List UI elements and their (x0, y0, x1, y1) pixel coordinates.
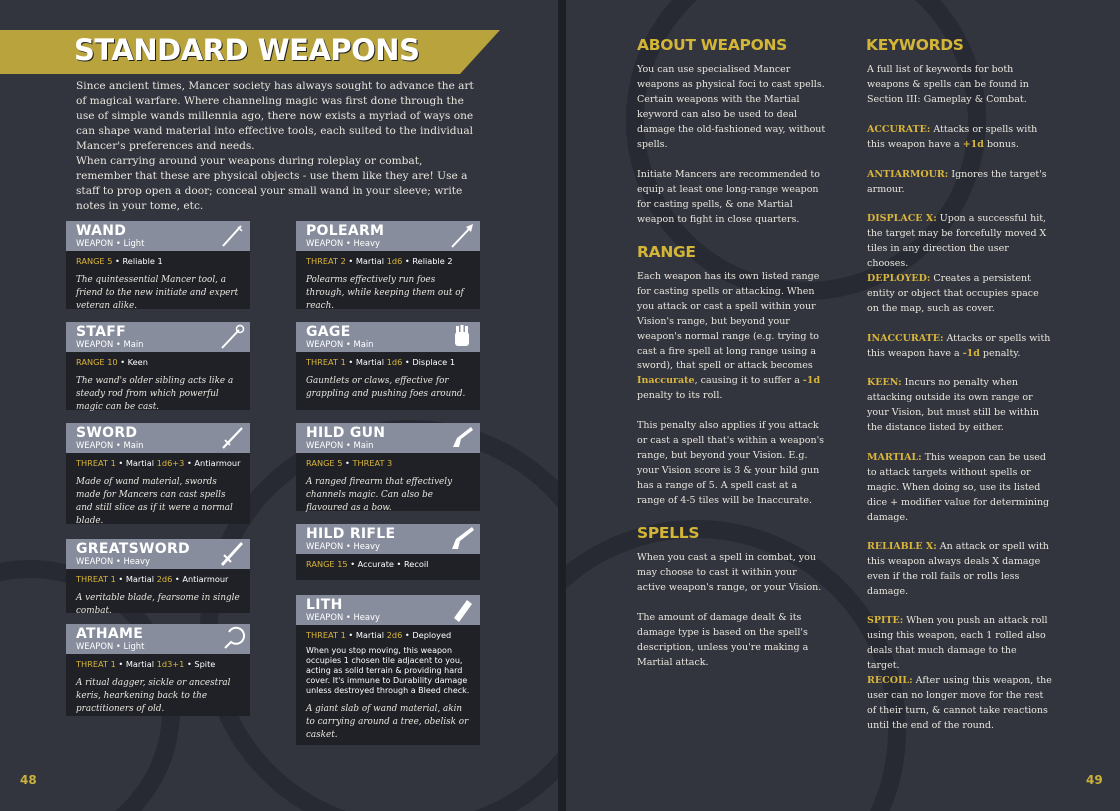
section-heading-about: ABOUT WEAPONS (637, 36, 787, 54)
weapon-stats: THREAT 1 • Martial 2d6 • Antiarmour (76, 574, 229, 584)
about-paragraph: You can use specialised Mancer weapons as physical foci to cast spells. Certain weapons with the Martial keyword can also be used to deal damage the old-fashioned way, without spells. (637, 64, 826, 150)
weapon-type: WEAPON • Light (76, 641, 145, 651)
gun-icon (449, 425, 475, 451)
weapon-type: WEAPON • Main (306, 440, 374, 450)
weapon-description: A ritual dagger, sickle or ancestral keris, hearkening back to the practitioners of old. (76, 678, 231, 714)
page-gutter (558, 0, 566, 811)
weapon-card-lith (296, 595, 480, 745)
keyword-entry: RELIABLE X: An attack or spell with this weapon always deals X damage even if the roll fails or rolls less damage. (867, 541, 1049, 597)
keyword-entry: DISPLACE X: Upon a successful hit, the target may be forcefully moved X tiles in any direction the user chooses. (867, 213, 1047, 269)
gauntlet-icon (449, 324, 475, 350)
weapon-card-greatsword (66, 539, 250, 616)
greatsword-icon (219, 541, 245, 567)
sickle-icon (219, 626, 245, 652)
weapon-name: HILD RIFLE (306, 526, 396, 542)
rifle-icon (449, 526, 475, 552)
weapon-card-hild-rifle (296, 524, 480, 580)
weapon-card-wand (66, 221, 250, 309)
weapon-name: POLEARM (306, 223, 385, 239)
page-title: STANDARD WEAPONS (74, 33, 420, 67)
weapon-card-sword (66, 423, 250, 524)
keyword-entry: RECOIL: After using this weapon, the user can no longer move for the rest of their turn, & cannot take reactions until the end of the round. (867, 675, 1052, 731)
weapon-type: WEAPON • Main (306, 339, 374, 349)
weapon-name: WAND (76, 223, 127, 239)
weapon-card-gage (296, 322, 480, 410)
card-header (296, 524, 480, 554)
weapon-type: WEAPON • Heavy (306, 612, 380, 622)
weapon-card-polearm (296, 221, 480, 309)
staff-icon (219, 324, 245, 350)
weapon-description: A veritable blade, fearsome in single combat. (76, 593, 240, 616)
weapon-rule-text: When you stop moving, this weapon occupies 1 chosen tile adjacent to you, acting as solid terrain & providing hard cover. It's immune to Durability damage unless destroyed through a Bleed check. (306, 646, 470, 695)
weapon-card-athame (66, 624, 250, 716)
weapon-card-staff (66, 322, 250, 410)
card-header (66, 539, 250, 569)
weapon-type: WEAPON • Main (76, 339, 144, 349)
weapon-stats: RANGE 15 • Accurate • Recoil (306, 559, 429, 569)
page-number: 49 (1086, 773, 1103, 787)
section-heading-spells: SPELLS (637, 524, 700, 542)
weapon-stats: THREAT 2 • Martial 1d6 • Reliable 2 (306, 256, 453, 266)
weapon-stats: RANGE 5 • THREAT 3 (306, 458, 393, 468)
keyword-entry: DEPLOYED: Creates a persistent entity or object that occupies space on the map, such as cover. (867, 273, 1039, 314)
weapon-type: WEAPON • Main (76, 440, 144, 450)
page-number: 48 (20, 773, 37, 787)
weapon-name: SWORD (76, 425, 138, 441)
polearm-icon (449, 223, 475, 249)
weapon-type: WEAPON • Heavy (76, 556, 150, 566)
keywords-intro: A full list of keywords for both weapons & spells can be found in Section III: Gameplay & Combat. (867, 64, 1029, 105)
wand-icon (219, 223, 245, 249)
weapon-description: Polearms effectively run foes through, while keeping them out of reach. (306, 275, 464, 311)
weapon-description: The wand's older sibling acts like a steady rod from which powerful magic can be cast. (76, 376, 234, 412)
card-header (296, 595, 480, 625)
weapon-description: A ranged firearm that effectively channels magic. Can also be flavoured as a bow. (306, 477, 453, 513)
intro-paragraph: When carrying around your weapons during roleplay or combat, remember that these are physical objects - use them like they are! Use a staff to prop open a door; conceal your small wand in your sleeve; write notes in your tome, etc. (76, 155, 468, 212)
card-header (296, 423, 480, 453)
weapon-description: The quintessential Mancer tool, a friend to the new initiate and expert veteran alike. (76, 275, 239, 311)
range-paragraph: This penalty also applies if you attack or cast a spell that's within a weapon's range, but beyond your Vision. E.g. your Vision score is 3 & your hild gun has a range of 5. A spell cast at a range of 4-5 tiles will be Inaccurate. (637, 420, 825, 506)
right-page (566, 0, 1120, 811)
range-paragraph: Each weapon has its own listed range for casting spells or attacking. When you attack or cast a spell within your Vision's range, but beyond your weapon's normal range (e.g. trying to cast a fire spell at long range using a sword), that spell or attack becomes Inaccurate, causing it to suffer a -1d penalty to its roll. (637, 271, 821, 402)
weapon-description: A giant slab of wand material, akin to carrying around a tree, obelisk or casket. (306, 704, 469, 740)
weapon-stats: THREAT 1 • Martial 1d6+3 • Antiarmour (76, 458, 241, 468)
weapon-name: HILD GUN (306, 425, 386, 441)
keyword-entry: ANTIARMOUR: Ignores the target's armour. (867, 169, 1047, 195)
weapon-description: Made of wand material, swords made for Mancers can cast spells and still slice as if it were a normal blade. (76, 477, 233, 526)
weapon-name: GREATSWORD (76, 541, 190, 557)
weapon-type: WEAPON • Light (76, 238, 145, 248)
weapon-stats: THREAT 1 • Martial 1d3+1 • Spite (76, 659, 216, 669)
card-header (66, 221, 250, 251)
weapon-name: STAFF (76, 324, 127, 340)
spells-paragraph: When you cast a spell in combat, you may choose to cast it within your active weapon's range, or your Vision. (637, 552, 822, 593)
keyword-entry: MARTIAL: This weapon can be used to attack targets without spells or magic. When doing so, use its listed dice + modifier value for determining damage. (867, 452, 1050, 523)
weapon-stats: RANGE 5 • Reliable 1 (76, 256, 163, 266)
weapon-name: GAGE (306, 324, 351, 340)
weapon-stats: RANGE 10 • Keen (76, 357, 148, 367)
card-header (66, 624, 250, 654)
weapon-description: Gauntlets or claws, effective for grappling and pushing foes around. (306, 376, 466, 399)
section-heading-keywords: KEYWORDS (866, 36, 964, 54)
keyword-entry: KEEN: Incurs no penalty when attacking outside its own range or your Vision, but must still be within the distance listed by either. (867, 377, 1039, 433)
weapon-stats: THREAT 1 • Martial 2d6 • Deployed (306, 630, 452, 640)
keyword-entry: ACCURATE: Attacks or spells with this weapon have a +1d bonus. (867, 124, 1038, 150)
card-header (66, 423, 250, 453)
weapon-card-hild-gun (296, 423, 480, 511)
weapon-type: WEAPON • Heavy (306, 541, 380, 551)
slab-icon (449, 597, 475, 623)
keyword-entry: INACCURATE: Attacks or spells with this weapon have a -1d penalty. (867, 333, 1051, 359)
spells-paragraph: The amount of damage dealt & its damage type is based on the spell's description, unless you're making a Martial attack. (637, 612, 809, 668)
sword-icon (219, 425, 245, 451)
card-header (66, 322, 250, 352)
weapon-stats: THREAT 1 • Martial 1d6 • Displace 1 (306, 357, 456, 367)
left-page (0, 0, 558, 811)
weapon-name: ATHAME (76, 626, 144, 642)
section-heading-range: RANGE (637, 243, 696, 261)
weapon-name: LITH (306, 597, 343, 613)
keyword-entry: SPITE: When you push an attack roll using this weapon, each 1 rolled also deals that much damage to the target. (867, 615, 1048, 671)
intro-paragraph: Since ancient times, Mancer society has always sought to advance the art of magical warfare. Where channeling magic was first done through the use of simple wands millennia ago, there now exists a myriad of ways one can shape wand material into effective tools, each suited to the individual Mancer's preferences and needs. (76, 80, 474, 152)
card-header (296, 221, 480, 251)
weapon-type: WEAPON • Heavy (306, 238, 380, 248)
card-header (296, 322, 480, 352)
about-paragraph: Initiate Mancers are recommended to equip at least one long-range weapon for casting spells, & one Martial weapon to fight in close quarters. (637, 169, 820, 225)
